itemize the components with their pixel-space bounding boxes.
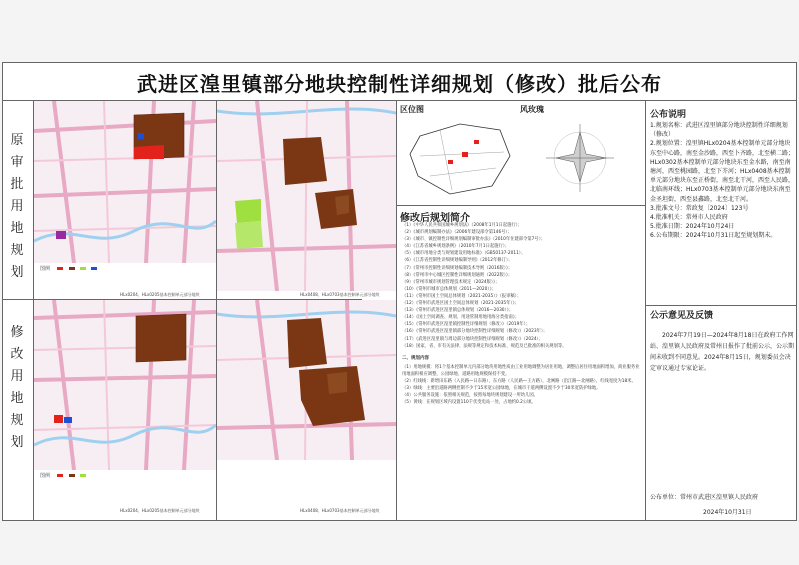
legend-original-left: 图例 [40, 265, 212, 295]
basis-item: （13）《常州市武进区湟里镇总体规划（2016—2030）》； [402, 308, 514, 314]
legend-swatch [69, 267, 75, 270]
notice-item: 4.批准机关：常州市人民政府 [650, 214, 728, 222]
map-original-right [217, 101, 396, 291]
publish-date: 2024年10月31日 [703, 509, 752, 516]
notice-heading: 公布说明 [650, 110, 687, 120]
notice-item: 6.公布期限：2024年10月31日起至规划期末。 [650, 232, 777, 240]
map-original-left [34, 101, 216, 263]
opinion-text: 2024年7月19日—2024年8月18日在政府工作网站、湟里镇人民政府及常州日报作了批前公示，公示期间未收到不同意见。2024年8月15日，规划委员会决定审议通过专家论证。 [650, 332, 795, 372]
legend-swatch [91, 267, 97, 270]
notice-item: 3.批准文号：常政复〔2024〕123号 [650, 204, 749, 212]
divider [396, 205, 645, 206]
basis-item: （6）《江苏省控制性详细规划编制导则》（2012年修订）； [402, 258, 513, 264]
page-title: 武进区湟里镇部分地块控制性详细规划（修改）批后公布 [137, 72, 662, 96]
divider [645, 305, 796, 306]
basis-item: （11）《常州市国土空间总体规划（2021-2035）》（报审稿）； [402, 293, 522, 299]
content-item: （2）红线线：新增田东路（入民路—日东路），东方路（人民路—王方路），北闸路（沿江路—北闸路），红线宽度为18米。 [402, 379, 636, 384]
legend-swatch [57, 474, 63, 477]
content-item: （3）绿线：主要沿道路两侧控制不少于15米宽公园绿地，在城市干道两侧设置不少于30米宽防护绿地。 [402, 386, 601, 391]
basis-item: （12）《常州市武进区国土空间总体规划（2021-2035年）》； [402, 301, 519, 307]
legend-swatch [80, 474, 86, 477]
notice-list [650, 121, 794, 241]
divider [396, 100, 397, 520]
map-caption-left: HLx0204、HLx0205基本控制单元部分地块 [120, 292, 200, 297]
basis-item: （15）《常州市武进区湟里镇控制性详细规划（修改）》（2019年）； [402, 322, 531, 328]
legend-swatch [57, 267, 63, 270]
map-revised-right [217, 300, 396, 460]
map-caption-right: HLx0408、HLx0703基本控制单元部分地块 [300, 292, 380, 297]
legend-swatch [69, 474, 75, 477]
basis-item: （18）国家、省、市有关法律、法规等规定和技术标准、规范及已批准的相关规划等。 [402, 343, 567, 349]
basis-item: （16）《常州市武进区湟里镇部分地块控制性详细规划（修改）》（2023年）； [402, 329, 548, 335]
notice-item: 1.规划名称：武进区湟里镇部分地块控制性详细规划（修改） [650, 122, 788, 139]
divider [645, 100, 646, 520]
basis-item: （7）《常州市控制性详细规划编制技术导则（2016版）》； [402, 265, 513, 271]
basis-item: （10）《常州市城市总体规划（2011—2020）》； [402, 286, 496, 292]
publisher: 公布单位：常州市武进区湟里镇人民政府 [650, 494, 759, 501]
basis-item: （5）《城市用地分类与规划建设用地标准》（GB50137-2011）； [402, 251, 526, 257]
legend-swatch [80, 267, 86, 270]
basis-item: （14）《国土空间调查、规划、用途管制用地用海分类指南》； [402, 315, 520, 321]
revised-plan-label: 修改用地规划 [10, 325, 24, 450]
opinion-heading: 公示意见及反馈 [650, 311, 714, 321]
basis-item: （8）《常州市中心城区控制性详细规划通则（2022版）》； [402, 272, 513, 278]
location-map [400, 116, 640, 201]
location-map-label: 区位图 [400, 105, 424, 114]
notice-item: 5.批准日期：2024年10月24日 [650, 223, 735, 231]
revision-heading: 修改后规划简介 [400, 213, 470, 224]
basis-list [402, 222, 642, 350]
notice-item: 2.规划位置：湟里镇HLx0204基本控制单元部分地块东至中心路，南至金沙路，西至卜齐路，北至横二路；HLx0302基本控制单元部分地块东至金水路，南至南塘河，西至桃园路，北至下芥河；HLx0408基本控制单元部分地块东至正桥街，南至北干河，西至人民路，北临南环线；HLx0703基本控制单元部分地块东南至金圣坦街，西至县鑫路，北至北干河。 [650, 140, 795, 203]
basis-item: （1）《中华人民共和国城乡规划法》（2008年1月1日起施行）； [402, 223, 523, 228]
map-caption-left-revised: HLx0204、HLx0205基本控制单元部分地块 [120, 508, 200, 513]
basis-item: （3）《城市、镇控制性详细规划编制审批办法》（2010年住建部令第7号）； [402, 237, 546, 243]
legend-revised-left: 图例 [40, 472, 212, 479]
content-heading: 二、规划内容 [402, 356, 429, 361]
basis-item: （17）《武进区湟里镇与周边部分地块控制性详细规划（修改）》（2024）； [402, 336, 544, 342]
map-caption-right-revised: HLx0408、HLx0703基本控制单元部分地块 [300, 508, 380, 513]
content-item: （5）黄线：在规划区域内设置110千伏变电站一处，占地约0.2公顷。 [402, 400, 536, 405]
content-item: （4）公共服务设施：依照相关规范，按照每地块规划建设一所幼儿园。 [402, 393, 538, 398]
basis-item: （9）《常州市城市规划管理技术规定（2024版）》； [402, 279, 500, 285]
original-plan-label: 原审批用地规划 [10, 133, 24, 280]
basis-item: （2）《城市规划编制办法》（2006年建设部令第146号）； [402, 230, 512, 236]
content-item: （1）用地规模：将1个基本控制单元内部分地块用地性质由工业用地调整为居住用地，调整后居住用地面积增加，商业服务业用地面积相应调整，公园绿地、道路用地规模保持不变。 [402, 365, 640, 377]
map-revised-left [34, 300, 216, 470]
content-list [402, 364, 642, 406]
wind-rose-label: 风玫瑰 [520, 105, 544, 114]
basis-item: （4）《江苏省城乡规划条例》（2010年7月1日起施行）； [402, 244, 510, 250]
